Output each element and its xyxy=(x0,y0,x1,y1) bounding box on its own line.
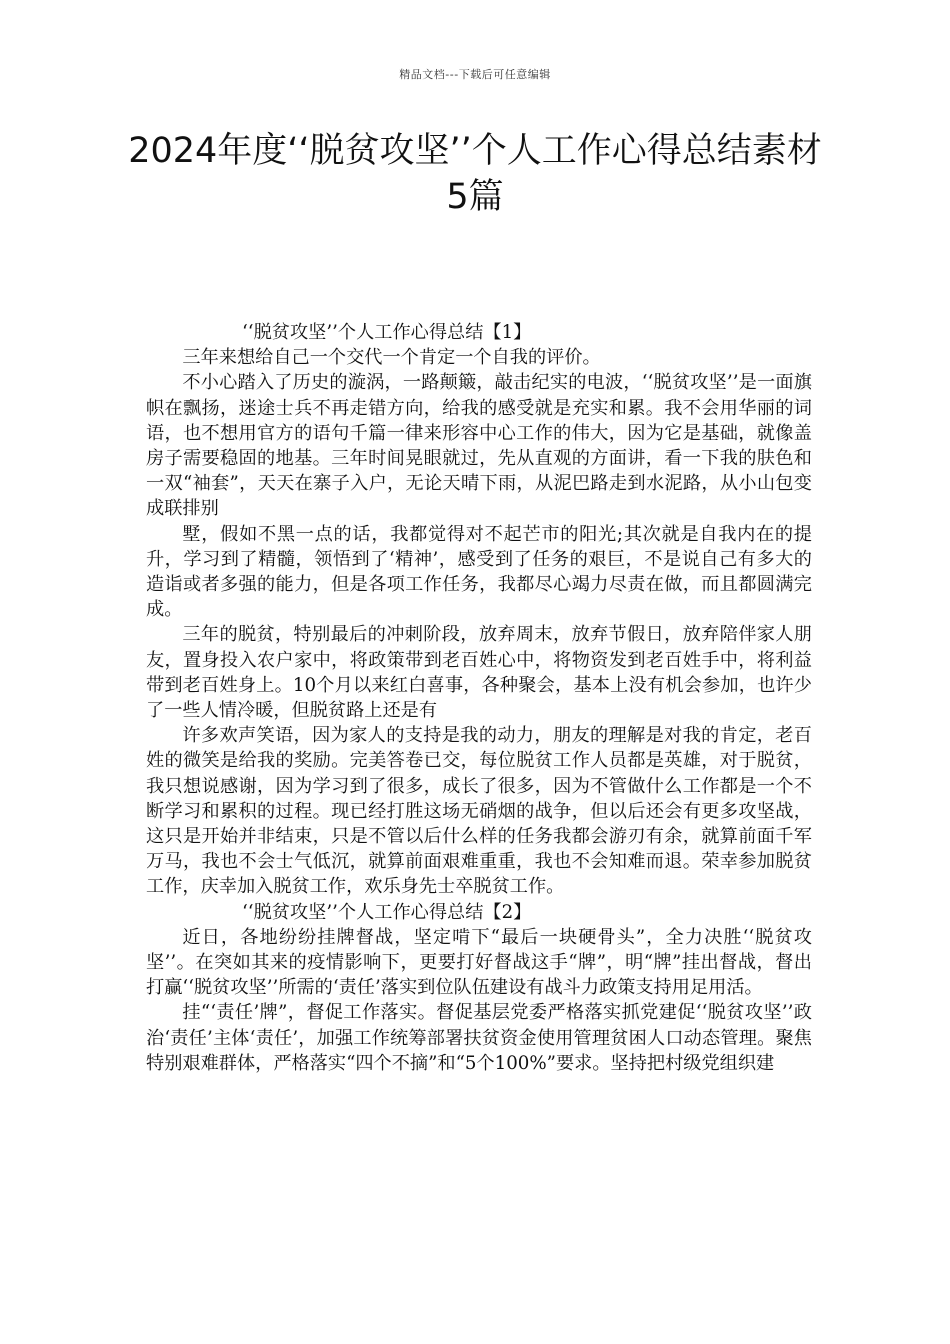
paragraph: 不小心踏入了历史的漩涡，一路颠簸，敲击纪实的电波，‘‘脱贫攻坚’’是一面旗帜在飘扬，迷途士兵不再走错方向，给我的感受就是充实和累。我不会用华丽的词语，也不想用官方的语句千篇一律来形容中心工作的伟大，因为它是基础，就像盖房子需要稳固的地基。三年时间晃眼就过，先从直观的方面讲，看一下我的肤色和一双“袖套”，天天在寨子入户，无论天晴下雨，从泥巴路走到水泥路，从小山包变成联排别 xyxy=(146,372,812,520)
document-title: 2024年度‘‘脱贫攻坚’’个人工作心得总结素材5篇 xyxy=(128,131,822,217)
paragraph: 三年来想给自己一个交代一个肯定一个自我的评价。 xyxy=(182,347,601,369)
paragraph: 近日，各地纷纷挂牌督战，坚定啃下“最后一块硬骨头”，全力决胜‘‘脱贫攻坚’’。在突如其来的疫情影响下，更要打好督战这手“牌”，明“牌”挂出督战，督出打赢‘‘脱贫攻坚’’所需的‘责任’落实到位队伍建设有战斗力政策支持用足用活。 xyxy=(146,926,812,999)
paragraph: 挂“‘责任’牌”，督促工作落实。督促基层党委严格落实抓党建促‘‘脱贫攻坚’’政治‘责任’主体‘责任’，加强工作统筹部署扶贫资金使用管理贫困人口动态管理。聚焦特别艰难群体，严格落实“四个不摘”和“5个100%”要求。坚持把村级党组织建 xyxy=(146,1002,812,1074)
section-heading: ‘‘脱贫攻坚’’个人工作心得总结【2】 xyxy=(242,901,532,923)
paragraph: 许多欢声笑语，因为家人的支持是我的动力，朋友的理解是对我的肯定，老百姓的微笑是给我的奖励。完美答卷已交，每位脱贫工作人员都是英雄，对于脱贫，我只想说感谢，因为学习到了很多，成长了很多，因为不管做什么工作都是一个不断学习和累积的过程。现已经打胜这场无硝烟的战争，但以后还会有更多攻坚战，这只是开始并非结束，只是不管以后什么样的任务我都会游刃有余，就算前面千军万马，我也不会士气低沉，就算前面艰难重重，我也不会知难而退。荣幸参加脱贫工作，庆幸加入脱贫工作，欢乐身先士卒脱贫工作。 xyxy=(146,725,812,898)
paragraph: 墅，假如不黑一点的话，我都觉得对不起芒市的阳光;其次就是自我内在的提升，学习到了精髓，领悟到了‘精神’，感受到了任务的艰巨，不是说自己有多大的造诣或者多强的能力，但是各项工作任务，我都尽心竭力尽责在做，而且都圆满完成。 xyxy=(146,523,812,621)
section-heading: ‘‘脱贫攻坚’’个人工作心得总结【1】 xyxy=(242,322,532,343)
paragraph: 三年的脱贫，特别最后的冲刺阶段，放弃周末，放弃节假日，放弃陪伴家人朋友，置身投入农户家中，将政策带到老百姓心中，将物资发到老百姓手中，将利益带到老百姓身上。10个月以来红白喜事，各种聚会，基本上没有机会参加，也许少了一些人情冷暖，但脱贫路上还是有 xyxy=(146,624,812,722)
header-note: 精品文档---下载后可任意编辑 xyxy=(399,68,551,81)
document-body xyxy=(146,320,812,1076)
